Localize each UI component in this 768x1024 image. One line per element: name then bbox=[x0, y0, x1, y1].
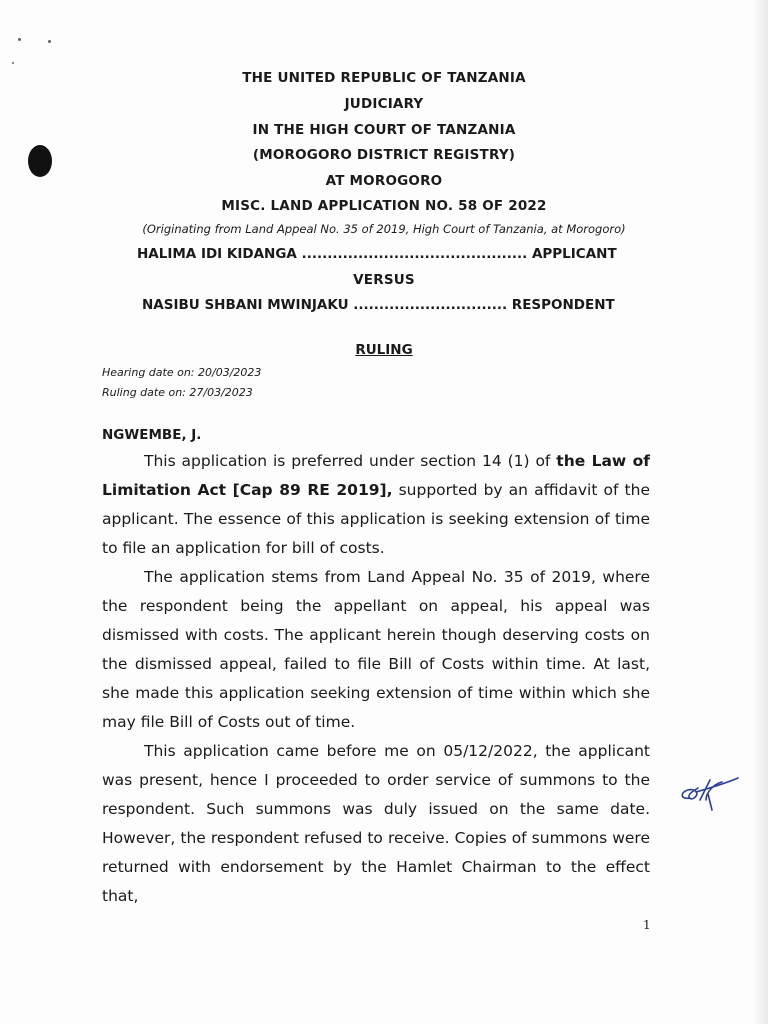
header-registry: (MOROGORO DISTRICT REGISTRY) bbox=[252, 147, 516, 163]
case-number: MISC. LAND APPLICATION NO. 58 OF 2022 bbox=[221, 198, 547, 214]
applicant-name: HALIMA IDI KIDANGA bbox=[137, 246, 297, 262]
respondent-line bbox=[142, 297, 615, 313]
ruling-date: Ruling date on: 27/03/2023 bbox=[102, 386, 253, 399]
page-number: 1 bbox=[643, 918, 651, 932]
judge-name: NGWEMBE, J. bbox=[102, 427, 202, 443]
ruling-body bbox=[102, 447, 650, 911]
signature-initials bbox=[676, 770, 740, 818]
paragraph-2: The application stems from Land Appeal No. 35 of 2019, where the respondent being the appellant on appeal, his appeal was dismissed with costs. The applicant herein though deserving costs on the dismissed appeal, failed to file Bill of Costs within time. At last, she made this application seeking extension of time within which she may file Bill of Costs out of time. bbox=[102, 568, 650, 731]
respondent-dots: .............................. bbox=[353, 297, 508, 313]
header-judiciary: JUDICIARY bbox=[344, 96, 424, 112]
header-republic: THE UNITED REPUBLIC OF TANZANIA bbox=[242, 70, 526, 86]
ruling-title: RULING bbox=[355, 342, 413, 358]
paragraph-1 bbox=[102, 447, 650, 563]
scan-speck bbox=[12, 62, 14, 64]
origin-note: (Originating from Land Appeal No. 35 of 2019, High Court of Tanzania, at Morogoro) bbox=[142, 222, 626, 236]
header-location: AT MOROGORO bbox=[325, 173, 443, 189]
scan-speck bbox=[18, 38, 21, 41]
applicant-dots: ............................................ bbox=[301, 246, 528, 262]
respondent-name: NASIBU SHBANI MWINJAKU bbox=[142, 297, 349, 313]
respondent-role: RESPONDENT bbox=[511, 297, 615, 313]
hearing-date: Hearing date on: 20/03/2023 bbox=[102, 366, 262, 379]
header-court: IN THE HIGH COURT OF TANZANIA bbox=[252, 122, 516, 138]
paragraph-1-end: supported by an affidavit of the applicant. The essence of this application is seeking extension of time to file an application for bill of costs. bbox=[102, 481, 650, 557]
applicant-line bbox=[137, 246, 617, 262]
paragraph-3: This application came before me on 05/12/2022, the applicant was present, hence I proceeded to order service of summons to the respondent. Such summons was duly issued on the same date. However, the respondent refused to receive. Copies of summons were returned with endorsement by the Hamlet Chairman to the effect that, bbox=[102, 742, 650, 905]
applicant-role: APPLICANT bbox=[531, 246, 617, 262]
paragraph-1-statute: the Law of Limitation Act [Cap 89 RE 2019], bbox=[102, 452, 650, 499]
versus-label: VERSUS bbox=[353, 272, 415, 288]
scan-speck bbox=[48, 40, 51, 43]
paragraph-1-start: This application is preferred under section 14 (1) of bbox=[144, 452, 557, 470]
